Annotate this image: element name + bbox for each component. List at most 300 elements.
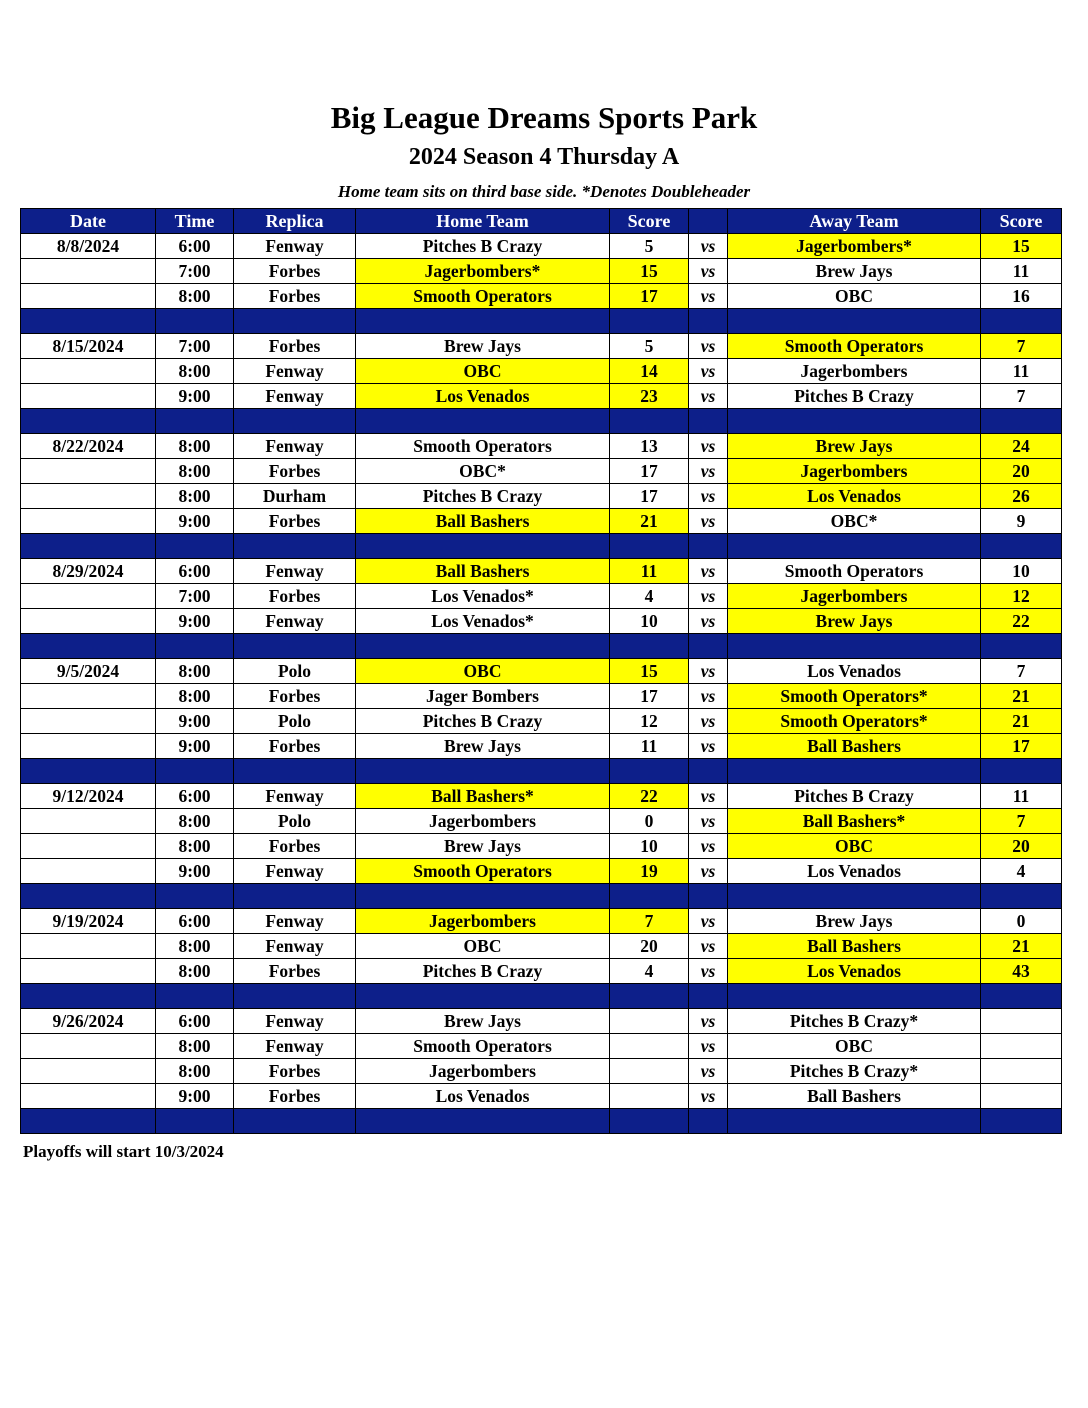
separator-cell bbox=[610, 534, 689, 559]
table-row bbox=[21, 509, 1062, 534]
home-team-cell: Los Venados* bbox=[356, 609, 610, 634]
time-cell: 8:00 bbox=[156, 484, 234, 509]
table-row bbox=[21, 384, 1062, 409]
replica-cell: Fenway bbox=[234, 934, 356, 959]
time-cell: 9:00 bbox=[156, 384, 234, 409]
table-row bbox=[21, 234, 1062, 259]
vs-cell: vs bbox=[689, 484, 728, 509]
home-team-cell: OBC bbox=[356, 659, 610, 684]
table-row bbox=[21, 959, 1062, 984]
week-separator-row bbox=[21, 1109, 1062, 1134]
replica-cell: Polo bbox=[234, 659, 356, 684]
date-cell bbox=[21, 609, 156, 634]
home-score-cell: 0 bbox=[610, 809, 689, 834]
time-cell: 8:00 bbox=[156, 834, 234, 859]
date-cell bbox=[21, 384, 156, 409]
home-team-cell: Los Venados bbox=[356, 384, 610, 409]
away-team-cell: Jagerbombers* bbox=[728, 234, 981, 259]
home-score-cell: 23 bbox=[610, 384, 689, 409]
home-score-cell: 13 bbox=[610, 434, 689, 459]
away-team-cell: Smooth Operators* bbox=[728, 684, 981, 709]
home-score-cell bbox=[610, 1084, 689, 1109]
away-score-cell: 20 bbox=[981, 834, 1062, 859]
separator-cell bbox=[610, 884, 689, 909]
time-cell: 9:00 bbox=[156, 734, 234, 759]
away-team-cell: Los Venados bbox=[728, 959, 981, 984]
table-row bbox=[21, 259, 1062, 284]
away-score-cell: 11 bbox=[981, 259, 1062, 284]
replica-cell: Forbes bbox=[234, 1059, 356, 1084]
table-row bbox=[21, 584, 1062, 609]
away-score-cell bbox=[981, 1009, 1062, 1034]
replica-cell: Forbes bbox=[234, 734, 356, 759]
separator-cell bbox=[356, 534, 610, 559]
away-team-cell: Los Venados bbox=[728, 659, 981, 684]
date-cell: 9/19/2024 bbox=[21, 909, 156, 934]
date-cell: 9/5/2024 bbox=[21, 659, 156, 684]
separator-cell bbox=[981, 884, 1062, 909]
away-score-cell: 26 bbox=[981, 484, 1062, 509]
home-team-cell: Brew Jays bbox=[356, 1009, 610, 1034]
replica-cell: Fenway bbox=[234, 234, 356, 259]
separator-cell bbox=[234, 634, 356, 659]
away-score-cell: 10 bbox=[981, 559, 1062, 584]
time-cell: 8:00 bbox=[156, 934, 234, 959]
date-cell bbox=[21, 1034, 156, 1059]
replica-cell: Forbes bbox=[234, 834, 356, 859]
away-team-cell: Smooth Operators bbox=[728, 559, 981, 584]
separator-cell bbox=[234, 534, 356, 559]
time-cell: 7:00 bbox=[156, 334, 234, 359]
vs-cell: vs bbox=[689, 709, 728, 734]
separator-cell bbox=[689, 634, 728, 659]
home-score-cell: 10 bbox=[610, 834, 689, 859]
away-score-cell: 7 bbox=[981, 334, 1062, 359]
home-score-cell bbox=[610, 1009, 689, 1034]
away-score-cell: 16 bbox=[981, 284, 1062, 309]
page-title: Big League Dreams Sports Park bbox=[330, 100, 758, 135]
vs-cell: vs bbox=[689, 1034, 728, 1059]
week-separator-row bbox=[21, 759, 1062, 784]
separator-cell bbox=[689, 1109, 728, 1134]
time-cell: 9:00 bbox=[156, 859, 234, 884]
separator-cell bbox=[728, 534, 981, 559]
schedule-table bbox=[20, 208, 1062, 1134]
column-header-time: Time bbox=[156, 209, 234, 234]
separator-cell bbox=[234, 984, 356, 1009]
away-team-cell: Smooth Operators bbox=[728, 334, 981, 359]
vs-cell: vs bbox=[689, 959, 728, 984]
separator-cell bbox=[21, 409, 156, 434]
separator-cell bbox=[21, 634, 156, 659]
home-score-cell: 20 bbox=[610, 934, 689, 959]
schedule-note: Home team sits on third base side. *Denotes Doubleheader bbox=[337, 182, 751, 201]
table-row bbox=[21, 734, 1062, 759]
home-team-cell: Smooth Operators bbox=[356, 284, 610, 309]
home-team-cell: Smooth Operators bbox=[356, 434, 610, 459]
time-cell: 9:00 bbox=[156, 509, 234, 534]
date-cell bbox=[21, 459, 156, 484]
time-cell: 7:00 bbox=[156, 259, 234, 284]
vs-cell: vs bbox=[689, 559, 728, 584]
vs-cell: vs bbox=[689, 584, 728, 609]
week-separator-row bbox=[21, 884, 1062, 909]
table-row bbox=[21, 859, 1062, 884]
away-score-cell: 20 bbox=[981, 459, 1062, 484]
separator-cell bbox=[610, 759, 689, 784]
home-team-cell: OBC bbox=[356, 359, 610, 384]
away-score-cell: 21 bbox=[981, 934, 1062, 959]
replica-cell: Fenway bbox=[234, 1009, 356, 1034]
home-team-cell: Brew Jays bbox=[356, 734, 610, 759]
separator-cell bbox=[728, 759, 981, 784]
home-score-cell: 4 bbox=[610, 959, 689, 984]
separator-cell bbox=[728, 309, 981, 334]
replica-cell: Forbes bbox=[234, 959, 356, 984]
table-row bbox=[21, 934, 1062, 959]
home-score-cell: 21 bbox=[610, 509, 689, 534]
home-score-cell: 17 bbox=[610, 484, 689, 509]
home-score-cell: 4 bbox=[610, 584, 689, 609]
time-cell: 6:00 bbox=[156, 1009, 234, 1034]
separator-cell bbox=[156, 1109, 234, 1134]
home-score-cell: 17 bbox=[610, 459, 689, 484]
replica-cell: Forbes bbox=[234, 509, 356, 534]
table-row bbox=[21, 809, 1062, 834]
separator-cell bbox=[156, 884, 234, 909]
table-row bbox=[21, 484, 1062, 509]
separator-cell bbox=[356, 1109, 610, 1134]
away-team-cell: Jagerbombers bbox=[728, 359, 981, 384]
separator-cell bbox=[689, 309, 728, 334]
replica-cell: Fenway bbox=[234, 359, 356, 384]
vs-cell: vs bbox=[689, 909, 728, 934]
away-score-cell: 22 bbox=[981, 609, 1062, 634]
time-cell: 9:00 bbox=[156, 709, 234, 734]
vs-cell: vs bbox=[689, 359, 728, 384]
vs-cell: vs bbox=[689, 284, 728, 309]
away-team-cell: OBC bbox=[728, 1034, 981, 1059]
vs-cell: vs bbox=[689, 334, 728, 359]
away-team-cell: Pitches B Crazy* bbox=[728, 1059, 981, 1084]
time-cell: 8:00 bbox=[156, 809, 234, 834]
column-header-home-score: Score bbox=[610, 209, 689, 234]
separator-cell bbox=[234, 309, 356, 334]
table-row bbox=[21, 684, 1062, 709]
home-score-cell: 17 bbox=[610, 284, 689, 309]
away-score-cell: 9 bbox=[981, 509, 1062, 534]
replica-cell: Forbes bbox=[234, 584, 356, 609]
home-team-cell: Smooth Operators bbox=[356, 1034, 610, 1059]
table-row bbox=[21, 434, 1062, 459]
separator-cell bbox=[728, 634, 981, 659]
vs-cell: vs bbox=[689, 234, 728, 259]
away-team-cell: OBC bbox=[728, 834, 981, 859]
table-row bbox=[21, 459, 1062, 484]
away-team-cell: Ball Bashers bbox=[728, 934, 981, 959]
time-cell: 6:00 bbox=[156, 909, 234, 934]
vs-cell: vs bbox=[689, 809, 728, 834]
separator-cell bbox=[981, 984, 1062, 1009]
replica-cell: Polo bbox=[234, 709, 356, 734]
date-cell bbox=[21, 359, 156, 384]
date-cell bbox=[21, 1084, 156, 1109]
separator-cell bbox=[610, 409, 689, 434]
vs-cell: vs bbox=[689, 459, 728, 484]
table-row bbox=[21, 834, 1062, 859]
week-separator-row bbox=[21, 409, 1062, 434]
separator-cell bbox=[21, 534, 156, 559]
vs-cell: vs bbox=[689, 684, 728, 709]
home-team-cell: Jagerbombers* bbox=[356, 259, 610, 284]
home-team-cell: Ball Bashers bbox=[356, 509, 610, 534]
separator-cell bbox=[234, 759, 356, 784]
home-score-cell: 12 bbox=[610, 709, 689, 734]
date-cell bbox=[21, 809, 156, 834]
separator-cell bbox=[689, 409, 728, 434]
replica-cell: Fenway bbox=[234, 1034, 356, 1059]
date-cell bbox=[21, 934, 156, 959]
vs-cell: vs bbox=[689, 609, 728, 634]
playoffs-note: Playoffs will start 10/3/2024 bbox=[23, 1142, 224, 1161]
table-row bbox=[21, 609, 1062, 634]
replica-cell: Forbes bbox=[234, 284, 356, 309]
date-cell bbox=[21, 834, 156, 859]
away-team-cell: Jagerbombers bbox=[728, 584, 981, 609]
home-team-cell: Jagerbombers bbox=[356, 809, 610, 834]
replica-cell: Fenway bbox=[234, 859, 356, 884]
replica-cell: Polo bbox=[234, 809, 356, 834]
replica-cell: Fenway bbox=[234, 909, 356, 934]
away-score-cell: 12 bbox=[981, 584, 1062, 609]
date-cell: 8/15/2024 bbox=[21, 334, 156, 359]
date-cell bbox=[21, 584, 156, 609]
away-score-cell bbox=[981, 1084, 1062, 1109]
date-cell bbox=[21, 709, 156, 734]
column-header-away-team: Away Team bbox=[728, 209, 981, 234]
home-score-cell: 22 bbox=[610, 784, 689, 809]
time-cell: 8:00 bbox=[156, 284, 234, 309]
date-cell bbox=[21, 259, 156, 284]
home-score-cell: 10 bbox=[610, 609, 689, 634]
separator-cell bbox=[21, 1109, 156, 1134]
separator-cell bbox=[689, 984, 728, 1009]
away-team-cell: Ball Bashers bbox=[728, 734, 981, 759]
table-row bbox=[21, 659, 1062, 684]
separator-cell bbox=[21, 984, 156, 1009]
home-score-cell bbox=[610, 1059, 689, 1084]
replica-cell: Forbes bbox=[234, 1084, 356, 1109]
away-team-cell: Brew Jays bbox=[728, 609, 981, 634]
separator-cell bbox=[981, 759, 1062, 784]
home-team-cell: Jagerbombers bbox=[356, 1059, 610, 1084]
header-row bbox=[21, 209, 1062, 234]
separator-cell bbox=[689, 534, 728, 559]
away-score-cell: 11 bbox=[981, 359, 1062, 384]
home-team-cell: Ball Bashers* bbox=[356, 784, 610, 809]
date-cell: 9/12/2024 bbox=[21, 784, 156, 809]
home-team-cell: Brew Jays bbox=[356, 834, 610, 859]
separator-cell bbox=[981, 1109, 1062, 1134]
table-row bbox=[21, 284, 1062, 309]
schedule-body bbox=[21, 234, 1062, 1134]
away-team-cell: Smooth Operators* bbox=[728, 709, 981, 734]
separator-cell bbox=[981, 409, 1062, 434]
table-row bbox=[21, 1059, 1062, 1084]
home-team-cell: Ball Bashers bbox=[356, 559, 610, 584]
separator-cell bbox=[21, 759, 156, 784]
vs-cell: vs bbox=[689, 659, 728, 684]
away-score-cell: 0 bbox=[981, 909, 1062, 934]
away-score-cell: 43 bbox=[981, 959, 1062, 984]
home-team-cell: Jagerbombers bbox=[356, 909, 610, 934]
separator-cell bbox=[610, 984, 689, 1009]
away-score-cell: 4 bbox=[981, 859, 1062, 884]
column-header-replica: Replica bbox=[234, 209, 356, 234]
table-row bbox=[21, 334, 1062, 359]
time-cell: 8:00 bbox=[156, 1059, 234, 1084]
date-cell bbox=[21, 684, 156, 709]
date-cell: 8/29/2024 bbox=[21, 559, 156, 584]
separator-cell bbox=[156, 984, 234, 1009]
home-score-cell: 15 bbox=[610, 659, 689, 684]
table-row bbox=[21, 1084, 1062, 1109]
time-cell: 7:00 bbox=[156, 584, 234, 609]
away-score-cell: 7 bbox=[981, 384, 1062, 409]
away-score-cell: 17 bbox=[981, 734, 1062, 759]
time-cell: 8:00 bbox=[156, 459, 234, 484]
date-cell: 9/26/2024 bbox=[21, 1009, 156, 1034]
away-score-cell: 21 bbox=[981, 709, 1062, 734]
away-team-cell: Ball Bashers* bbox=[728, 809, 981, 834]
away-score-cell: 7 bbox=[981, 659, 1062, 684]
replica-cell: Fenway bbox=[234, 559, 356, 584]
home-score-cell bbox=[610, 1034, 689, 1059]
replica-cell: Durham bbox=[234, 484, 356, 509]
vs-cell: vs bbox=[689, 259, 728, 284]
away-team-cell: Brew Jays bbox=[728, 434, 981, 459]
time-cell: 9:00 bbox=[156, 1084, 234, 1109]
separator-cell bbox=[728, 1109, 981, 1134]
table-row bbox=[21, 359, 1062, 384]
table-row bbox=[21, 1009, 1062, 1034]
separator-cell bbox=[21, 884, 156, 909]
separator-cell bbox=[610, 634, 689, 659]
date-cell bbox=[21, 734, 156, 759]
separator-cell bbox=[356, 984, 610, 1009]
week-separator-row bbox=[21, 534, 1062, 559]
vs-cell: vs bbox=[689, 509, 728, 534]
away-score-cell: 11 bbox=[981, 784, 1062, 809]
separator-cell bbox=[21, 309, 156, 334]
separator-cell bbox=[156, 759, 234, 784]
away-team-cell: Brew Jays bbox=[728, 909, 981, 934]
home-score-cell: 7 bbox=[610, 909, 689, 934]
replica-cell: Fenway bbox=[234, 784, 356, 809]
away-team-cell: Ball Bashers bbox=[728, 1084, 981, 1109]
home-team-cell: Los Venados* bbox=[356, 584, 610, 609]
away-score-cell: 21 bbox=[981, 684, 1062, 709]
home-score-cell: 19 bbox=[610, 859, 689, 884]
home-team-cell: OBC* bbox=[356, 459, 610, 484]
time-cell: 8:00 bbox=[156, 1034, 234, 1059]
vs-cell: vs bbox=[689, 859, 728, 884]
home-team-cell: Jager Bombers bbox=[356, 684, 610, 709]
separator-cell bbox=[234, 1109, 356, 1134]
date-cell: 8/8/2024 bbox=[21, 234, 156, 259]
time-cell: 6:00 bbox=[156, 784, 234, 809]
page-subtitle: 2024 Season 4 Thursday A bbox=[408, 144, 680, 170]
home-team-cell: Pitches B Crazy bbox=[356, 959, 610, 984]
separator-cell bbox=[981, 309, 1062, 334]
date-cell bbox=[21, 859, 156, 884]
time-cell: 8:00 bbox=[156, 359, 234, 384]
separator-cell bbox=[728, 884, 981, 909]
replica-cell: Fenway bbox=[234, 434, 356, 459]
vs-cell: vs bbox=[689, 934, 728, 959]
replica-cell: Forbes bbox=[234, 684, 356, 709]
home-score-cell: 14 bbox=[610, 359, 689, 384]
vs-cell: vs bbox=[689, 834, 728, 859]
away-team-cell: Brew Jays bbox=[728, 259, 981, 284]
table-row bbox=[21, 709, 1062, 734]
separator-cell bbox=[356, 759, 610, 784]
vs-cell: vs bbox=[689, 784, 728, 809]
separator-cell bbox=[356, 309, 610, 334]
time-cell: 9:00 bbox=[156, 609, 234, 634]
separator-cell bbox=[156, 309, 234, 334]
time-cell: 8:00 bbox=[156, 659, 234, 684]
column-header-date: Date bbox=[21, 209, 156, 234]
vs-cell: vs bbox=[689, 734, 728, 759]
table-row bbox=[21, 559, 1062, 584]
replica-cell: Fenway bbox=[234, 384, 356, 409]
home-score-cell: 15 bbox=[610, 259, 689, 284]
vs-cell: vs bbox=[689, 1084, 728, 1109]
column-header-home-team: Home Team bbox=[356, 209, 610, 234]
time-cell: 8:00 bbox=[156, 434, 234, 459]
separator-cell bbox=[356, 884, 610, 909]
vs-cell: vs bbox=[689, 434, 728, 459]
away-team-cell: Los Venados bbox=[728, 484, 981, 509]
separator-cell bbox=[728, 984, 981, 1009]
away-team-cell: Pitches B Crazy* bbox=[728, 1009, 981, 1034]
separator-cell bbox=[610, 1109, 689, 1134]
separator-cell bbox=[689, 884, 728, 909]
date-cell bbox=[21, 959, 156, 984]
column-header-away-score: Score bbox=[981, 209, 1062, 234]
date-cell: 8/22/2024 bbox=[21, 434, 156, 459]
home-score-cell: 17 bbox=[610, 684, 689, 709]
date-cell bbox=[21, 284, 156, 309]
replica-cell: Forbes bbox=[234, 334, 356, 359]
vs-cell: vs bbox=[689, 1059, 728, 1084]
date-cell bbox=[21, 1059, 156, 1084]
separator-cell bbox=[689, 759, 728, 784]
vs-cell: vs bbox=[689, 384, 728, 409]
home-team-cell: Brew Jays bbox=[356, 334, 610, 359]
table-row bbox=[21, 1034, 1062, 1059]
week-separator-row bbox=[21, 634, 1062, 659]
home-score-cell: 11 bbox=[610, 559, 689, 584]
time-cell: 8:00 bbox=[156, 959, 234, 984]
away-team-cell: OBC* bbox=[728, 509, 981, 534]
separator-cell bbox=[728, 409, 981, 434]
separator-cell bbox=[156, 634, 234, 659]
column-header-vs bbox=[689, 209, 728, 234]
replica-cell: Fenway bbox=[234, 609, 356, 634]
week-separator-row bbox=[21, 984, 1062, 1009]
